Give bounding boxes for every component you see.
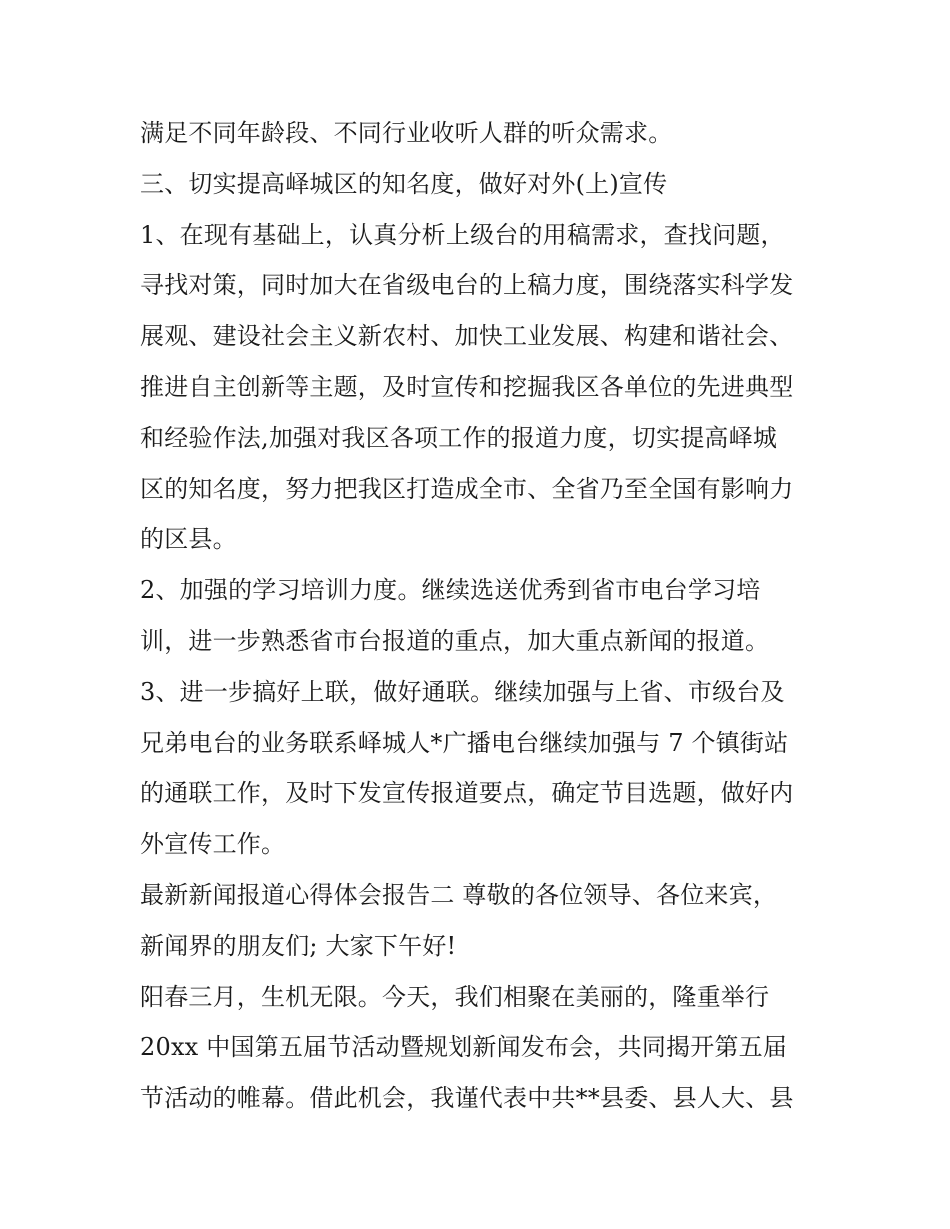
text-line: 兄弟电台的业务联系峄城人*广播电台继续加强与 7 个镇街站 [140, 728, 789, 757]
text-line: 新闻界的朋友们; 大家下午好! [140, 931, 457, 960]
text-line: 寻找对策，同时加大在省级电台的上稿力度，围绕落实科学发 [140, 271, 794, 300]
text-line: 3、进一步搞好上联，做好通联。继续加强与上省、市级台及 [140, 677, 785, 706]
text-line: 20xx 中国第五届节活动暨规划新闻发布会，共同揭开第五届 [140, 1033, 788, 1062]
section-heading: 三、切实提高峄城区的知名度，做好对外(上)宣传 [140, 169, 668, 198]
text-line: 的通联工作，及时下发宣传报道要点，确定节目选题，做好内 [140, 779, 794, 808]
text-line: 1、在现有基础上，认真分析上级台的用稿需求，查找问题， [140, 220, 785, 249]
document-body [140, 108, 830, 1124]
text-line: 2、加强的学习培训力度。继续选送优秀到省市电台学习培 [140, 576, 761, 605]
text-line: 和经验作法,加强对我区各项工作的报道力度，切实提高峄城 [140, 423, 778, 452]
text-line: 外宣传工作。 [140, 830, 286, 859]
text-line: 推进自主创新等主题，及时宣传和挖掘我区各单位的先进典型 [140, 372, 794, 401]
text-line: 区的知名度，努力把我区打造成全市、全省乃至全国有影响力 [140, 474, 794, 503]
text-line: 训，进一步熟悉省市台报道的重点，加大重点新闻的报道。 [140, 626, 770, 655]
text-line: 的区县。 [140, 525, 237, 554]
text-line: 满足不同年龄段、不同行业收听人群的听众需求。 [140, 119, 673, 147]
text-line: 节活动的帷幕。借此机会，我谨代表中共**县委、县人大、县 [140, 1084, 794, 1113]
text-line: 最新新闻报道心得体会报告二 尊敬的各位领导、各位来宾， [140, 880, 778, 909]
text-line: 阳春三月，生机无限。今天，我们相聚在美丽的，隆重举行 [140, 982, 770, 1011]
text-line: 展观、建设社会主义新农村、加快工业发展、构建和谐社会、 [140, 322, 794, 351]
